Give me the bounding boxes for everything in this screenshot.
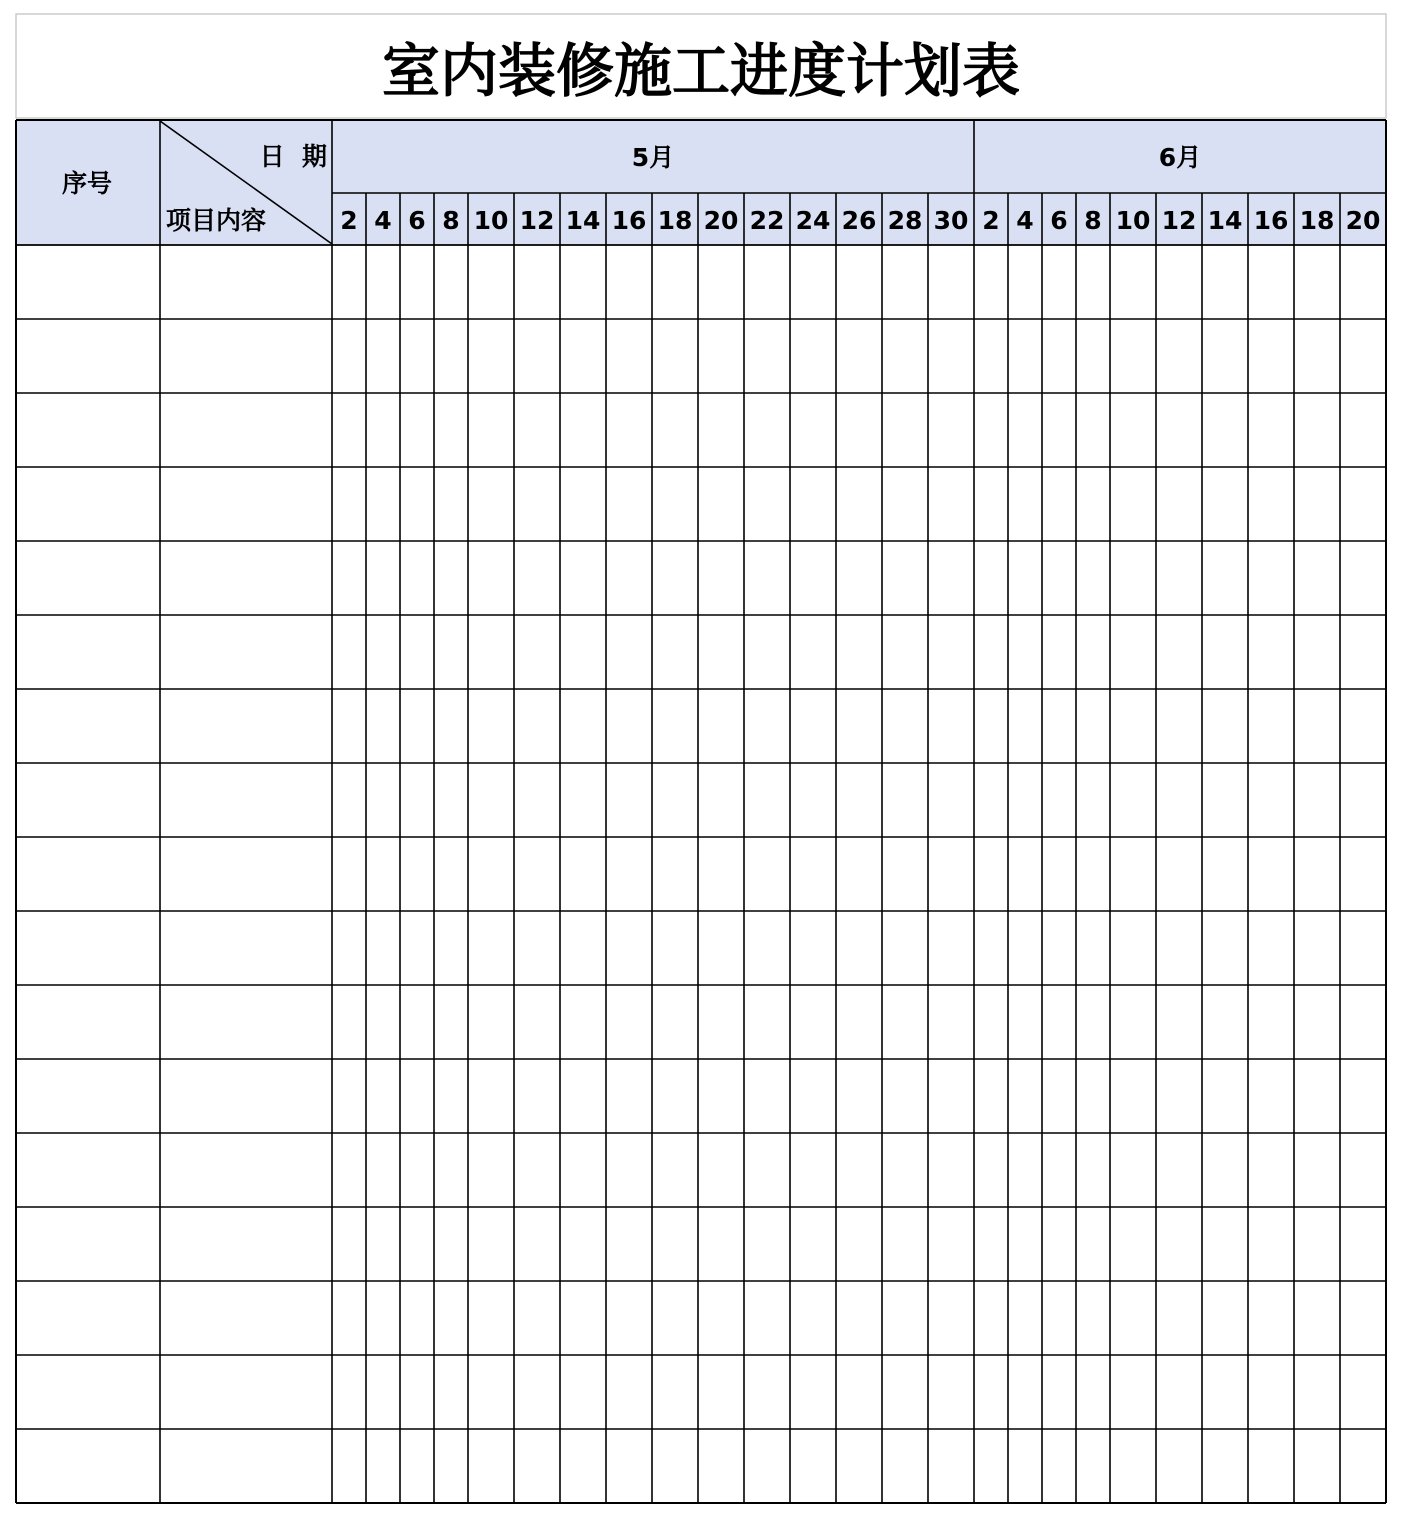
month-label-june: 6月 [1158, 143, 1202, 172]
may-day-label: 12 [519, 206, 555, 235]
item-header: 项目内容 [166, 206, 267, 235]
may-day-label: 4 [374, 206, 392, 235]
month-label-may: 5月 [631, 143, 675, 172]
page-title: 室内装修施工进度计划表 [381, 37, 1021, 105]
may-day-label: 30 [933, 206, 969, 235]
seq-header: 序号 [61, 169, 113, 198]
may-day-label: 20 [703, 206, 739, 235]
june-day-label: 20 [1345, 206, 1381, 235]
may-day-label: 2 [340, 206, 358, 235]
may-day-label: 28 [887, 206, 923, 235]
june-day-label: 12 [1161, 206, 1197, 235]
may-day-label: 14 [565, 206, 601, 235]
grid-lines [16, 120, 1386, 1503]
may-day-label: 10 [473, 206, 509, 235]
date-header: 日 期 [259, 142, 327, 171]
may-day-label: 26 [841, 206, 877, 235]
may-day-label: 18 [657, 206, 693, 235]
june-day-label: 8 [1084, 206, 1102, 235]
june-day-label: 4 [1016, 206, 1034, 235]
june-day-label: 18 [1299, 206, 1335, 235]
june-day-label: 10 [1115, 206, 1151, 235]
june-day-label: 16 [1253, 206, 1289, 235]
may-day-label: 24 [795, 206, 831, 235]
june-day-label: 2 [982, 206, 1000, 235]
may-day-label: 6 [408, 206, 426, 235]
may-day-label: 8 [442, 206, 460, 235]
june-day-label: 14 [1207, 206, 1243, 235]
may-day-label: 16 [611, 206, 647, 235]
day-labels [340, 206, 1380, 235]
june-day-label: 6 [1050, 206, 1068, 235]
may-day-label: 22 [749, 206, 785, 235]
